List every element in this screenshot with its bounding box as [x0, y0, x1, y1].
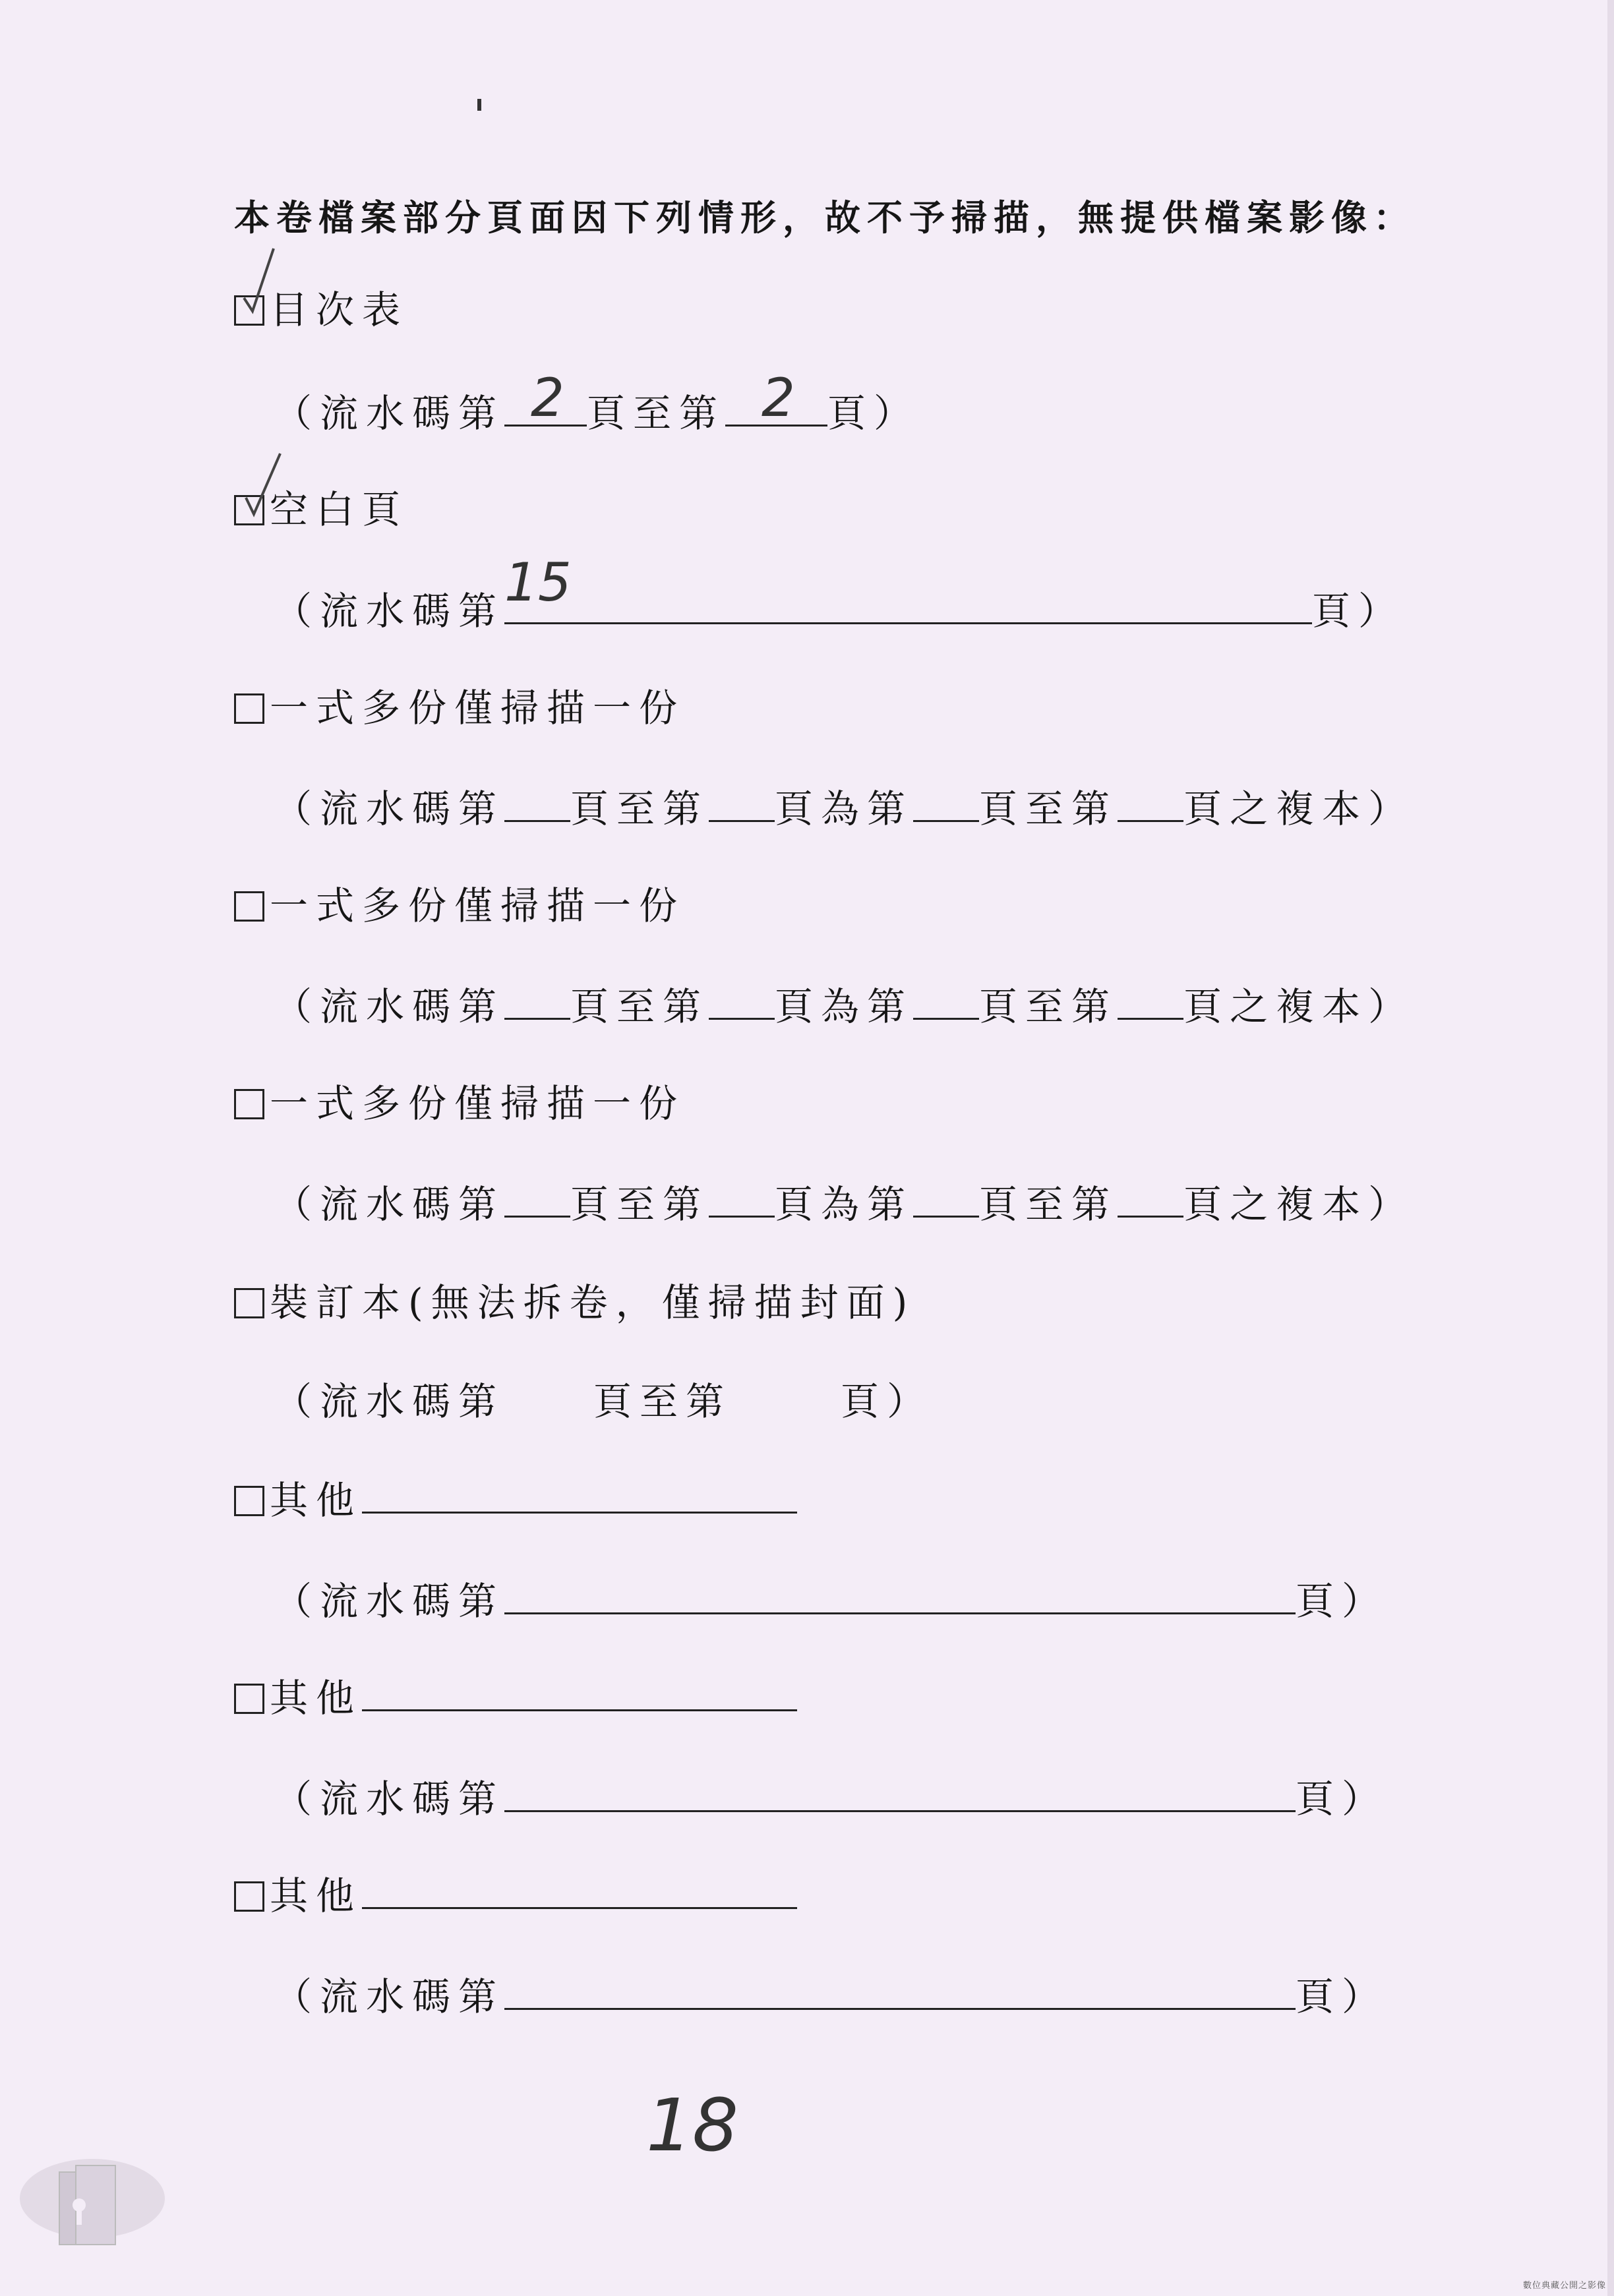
blank-page-range: （流水碼第 15 頁） [274, 552, 1405, 633]
option-copies-1[interactable] [234, 684, 685, 732]
other-2-range: （流水碼第 頁） [274, 1773, 1388, 1821]
copies-2-range: （流水碼第 頁至第 頁為第 頁至第 頁之複本） [274, 981, 1414, 1028]
page-edge [1607, 0, 1614, 2296]
pencil-check-icon [241, 448, 287, 521]
form-header: 本卷檔案部分頁面因下列情形，故不予掃描，無提供檔案影像： [234, 196, 1416, 239]
checkbox[interactable] [234, 1089, 264, 1119]
option-label: 其他 [270, 1676, 363, 1721]
other-1-blank[interactable] [362, 1479, 797, 1514]
blank[interactable] [709, 783, 775, 822]
blank[interactable] [709, 981, 775, 1020]
blank[interactable] [504, 981, 570, 1020]
ink-speck [477, 99, 481, 111]
blank[interactable] [913, 783, 979, 822]
option-label: 一式多份僅掃描一份 [270, 686, 686, 730]
option-label: 目次表 [270, 287, 409, 332]
blank[interactable] [504, 1773, 1296, 1812]
blank[interactable] [1118, 981, 1183, 1020]
handwritten-toc-to: 2 [762, 367, 795, 428]
copies-3-range: （流水碼第 頁至第 頁為第 頁至第 頁之複本） [274, 1179, 1414, 1226]
handwritten-page-number: 18 [646, 2083, 738, 2167]
checkbox[interactable] [234, 891, 264, 922]
other-2-blank[interactable] [362, 1676, 797, 1711]
handwritten-blank-page-no: 15 [504, 552, 572, 613]
checkbox[interactable] [234, 1684, 264, 1714]
option-label: 裝訂本(無法拆卷，僅掃描封面) [270, 1280, 916, 1325]
other-3-blank[interactable] [362, 1874, 797, 1909]
option-other-2[interactable] [234, 1674, 797, 1722]
blank[interactable] [913, 981, 979, 1020]
blank[interactable] [504, 1971, 1296, 2010]
option-other-3[interactable] [234, 1872, 797, 1920]
bound-range: （流水碼第 頁至第 頁） [274, 1379, 934, 1424]
blank[interactable] [504, 1179, 570, 1218]
option-label: 其他 [270, 1478, 363, 1523]
option-label: 其他 [270, 1873, 363, 1918]
option-copies-2[interactable] [234, 882, 685, 929]
option-label: 空白頁 [270, 487, 409, 532]
toc-to-blank[interactable] [725, 367, 827, 428]
blank[interactable] [504, 783, 570, 822]
blank[interactable] [913, 1179, 979, 1218]
option-label: 一式多份僅掃描一份 [270, 1081, 686, 1126]
footer-notice: 數位典藏公開之影像 [1522, 2281, 1606, 2291]
pencil-check-icon [241, 245, 280, 318]
option-label: 一式多份僅掃描一份 [270, 883, 686, 928]
checkbox[interactable] [234, 1881, 264, 1912]
blank[interactable] [504, 1575, 1296, 1614]
other-3-range: （流水碼第 頁） [274, 1971, 1388, 2018]
toc-from-blank[interactable] [504, 367, 587, 428]
option-bound-volume[interactable] [234, 1279, 915, 1326]
handwritten-toc-from: 2 [531, 367, 564, 428]
checkbox[interactable] [234, 1486, 264, 1516]
option-copies-3[interactable] [234, 1080, 685, 1127]
other-1-range: （流水碼第 頁） [274, 1575, 1388, 1623]
blank[interactable] [1118, 1179, 1183, 1218]
archive-logo-icon [13, 2152, 165, 2258]
checkbox[interactable] [234, 1288, 264, 1318]
checkbox[interactable] [234, 693, 264, 724]
option-other-1[interactable] [234, 1477, 797, 1524]
blank[interactable] [709, 1179, 775, 1218]
copies-1-range: （流水碼第 頁至第 頁為第 頁至第 頁之複本） [274, 783, 1414, 831]
toc-range: （流水碼第 2 頁至第 2 頁） [274, 367, 920, 436]
blank[interactable] [1118, 783, 1183, 822]
